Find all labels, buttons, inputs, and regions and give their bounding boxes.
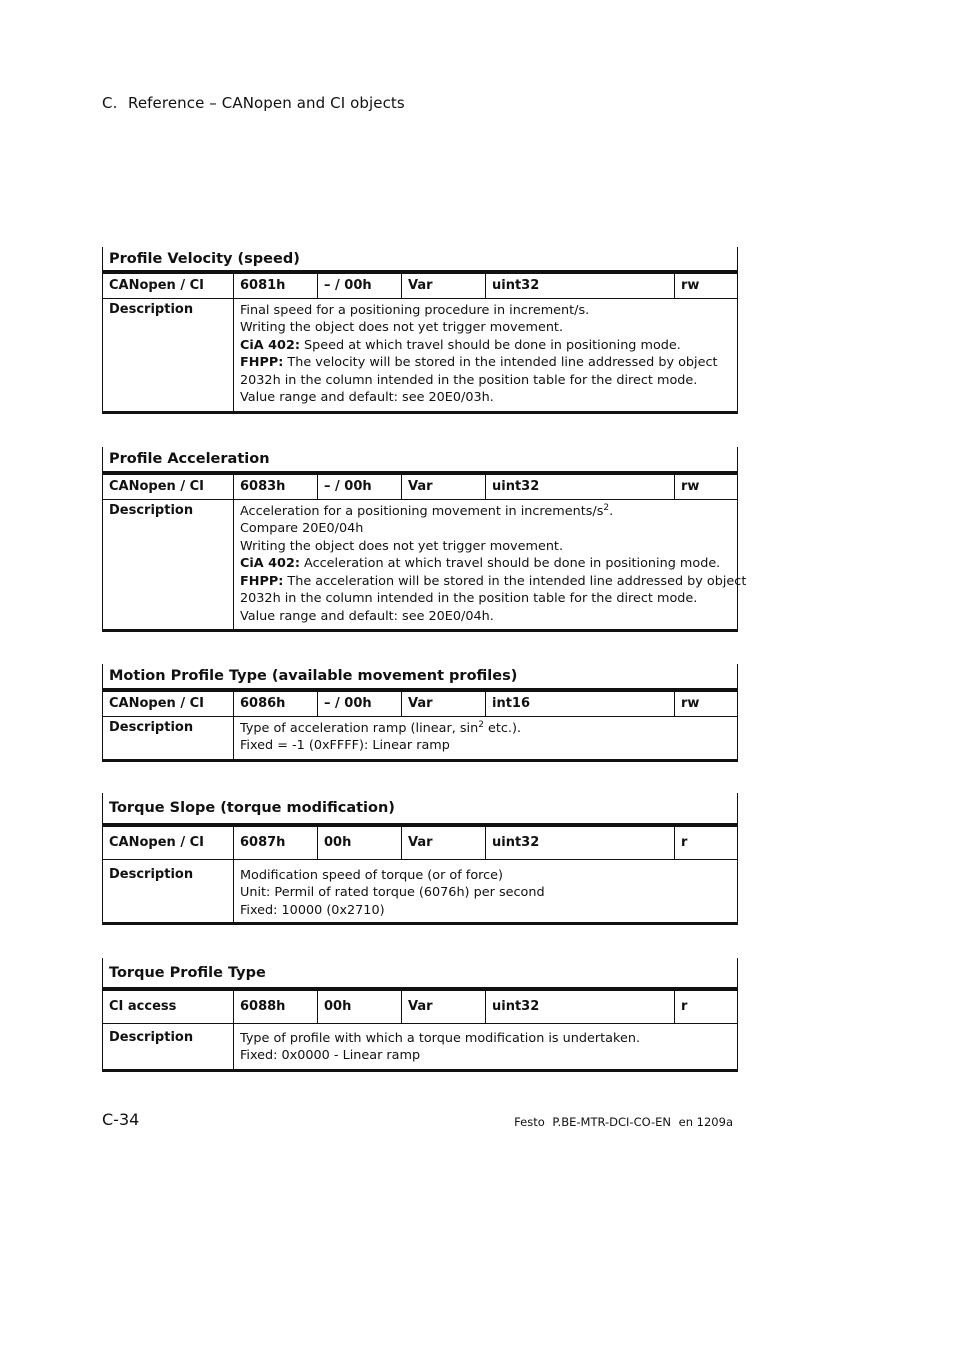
description-line: Writing the object does not yet trigger movement. (240, 538, 564, 554)
document-id (510, 1115, 733, 1129)
access-label: CANopen / CI (103, 825, 234, 859)
description-text (234, 1023, 738, 1070)
table-title: Motion Profile Type (available movement profiles) (103, 664, 738, 690)
object-class: Var (402, 473, 486, 499)
page-number: C-34 (102, 1110, 140, 1129)
description-label: Description (103, 1023, 234, 1070)
object-index: 6087h (234, 825, 318, 859)
object-index: 6083h (234, 473, 318, 499)
object-access: rw (675, 690, 738, 716)
object-type: uint32 (486, 272, 675, 298)
object-subindex: – / 00h (318, 272, 402, 298)
description-line: CiA 402: Acceleration at which travel should be done in positioning mode. (240, 556, 721, 572)
description-label: Description (103, 716, 234, 760)
object-table-profile-velocity (102, 247, 738, 414)
access-label: CANopen / CI (103, 473, 234, 499)
object-access: rw (675, 272, 738, 298)
description-line: Value range and default: see 20E0/03h. (240, 390, 494, 406)
running-header (102, 94, 405, 112)
object-subindex: – / 00h (318, 473, 402, 499)
object-subindex: 00h (318, 989, 402, 1023)
object-table-torque-profile-type (102, 958, 738, 1072)
description-line: Fixed: 10000 (0x2710) (240, 902, 385, 918)
description-line: Acceleration for a positioning movement in increments/$s^2$. (240, 502, 614, 519)
table-title: Torque Slope (torque modification) (103, 793, 738, 825)
description-line: 2032h in the column intended in the position table for the direct mode. (240, 372, 698, 388)
object-subindex: – / 00h (318, 690, 402, 716)
object-index: 6086h (234, 690, 318, 716)
description-line: FHPP: The velocity will be stored in the intended line addressed by object (240, 355, 718, 371)
description-text (234, 298, 738, 412)
object-access: r (675, 989, 738, 1023)
description-line: Type of acceleration ramp (linear, $\sin^2 etc$.). (240, 719, 522, 736)
object-type: uint32 (486, 473, 675, 499)
description-line: Final speed for a positioning procedure in increment/s. (240, 302, 590, 318)
table-title: Profile Acceleration (103, 447, 738, 473)
object-class: Var (402, 989, 486, 1023)
description-line: Modification speed of torque (or of force) (240, 867, 504, 883)
object-index: 6088h (234, 989, 318, 1023)
description-line: FHPP: The acceleration will be stored in the intended line addressed by object (240, 573, 747, 589)
description-line: Fixed: 0x0000 - Linear ramp (240, 1048, 421, 1064)
chapter-number: C. (102, 94, 118, 112)
object-access: r (675, 825, 738, 859)
description-line: Writing the object does not yet trigger movement. (240, 320, 564, 336)
description-text (234, 716, 738, 760)
description-line: Type of profile with which a torque modification is undertaken. (240, 1030, 641, 1046)
object-table-profile-acceleration (102, 447, 747, 632)
description-line: CiA 402: Speed at which travel should be done in positioning mode. (240, 337, 681, 353)
access-label: CANopen / CI (103, 690, 234, 716)
description-line: Unit: Permil of rated torque (6076h) per second (240, 885, 545, 901)
object-table-torque-slope (102, 793, 738, 925)
description-line: 2032h in the column intended in the position table for the direct mode. (240, 591, 698, 607)
description-text (234, 859, 738, 923)
object-type: uint32 (486, 825, 675, 859)
table-title: Torque Profile Type (103, 958, 738, 989)
access-label: CI access (103, 989, 234, 1023)
object-index: 6081h (234, 272, 318, 298)
description-line: Value range and default: see 20E0/04h. (240, 609, 494, 625)
object-subindex: 00h (318, 825, 402, 859)
table-title: Profile Velocity (speed) (103, 247, 738, 272)
description-label: Description (103, 499, 234, 630)
chapter-title: Reference – CANopen and CI objects (128, 94, 405, 112)
edition: en 1209a (678, 1115, 733, 1129)
object-class: Var (402, 690, 486, 716)
description-text (234, 499, 747, 630)
description-line: Fixed = -1 (0xFFFF): Linear ramp (240, 738, 450, 754)
brand-name: Festo (514, 1115, 545, 1129)
access-label: CANopen / CI (103, 272, 234, 298)
object-type: int16 (486, 690, 675, 716)
description-label: Description (103, 859, 234, 923)
object-class: Var (402, 272, 486, 298)
object-type: uint32 (486, 989, 675, 1023)
object-class: Var (402, 825, 486, 859)
object-table-motion-profile-type (102, 664, 738, 762)
document-number: P.BE-MTR-DCI-CO-EN (552, 1115, 671, 1129)
description-line: Compare 20E0/04h (240, 521, 364, 537)
description-label: Description (103, 298, 234, 412)
object-access: rw (675, 473, 738, 499)
